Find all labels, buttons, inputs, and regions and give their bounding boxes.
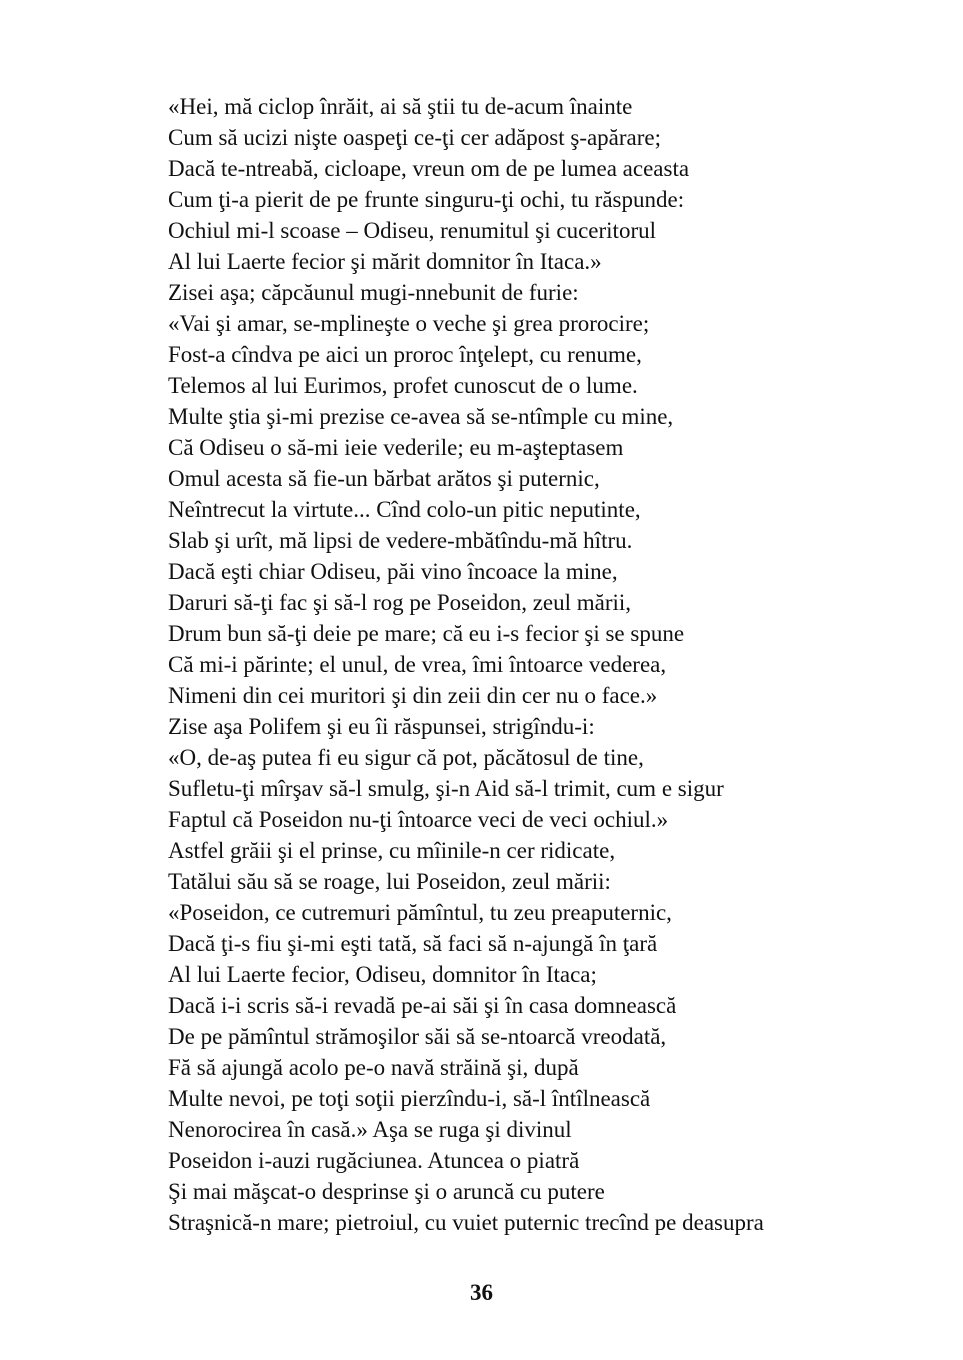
verse-line: Dacă eşti chiar Odiseu, păi vino încoace la mine, [168,559,618,584]
verse-line: Faptul că Poseidon nu-ţi întoarce veci de veci ochiul.» [168,807,669,832]
verse-line: Sufletu-ţi mîrşav să-l smulg, şi-n Aid să-l trimit, cum e sigur [168,776,724,801]
verse-line: De pe pămîntul strămoşilor săi să se-ntoarcă vreodată, [168,1024,667,1049]
verse-line: Al lui Laerte fecior şi mărit domnitor în Itaca.» [168,249,602,274]
poem-text [168,91,928,1238]
verse-line: Că Odiseu o să-mi ieie vederile; eu m-aşteptasem [168,435,624,460]
verse-line: Ochiul mi-l scoase – Odiseu, renumitul şi cuceritorul [168,218,656,243]
verse-line: Dacă i-i scris să-i revadă pe-ai săi şi în casa domnească [168,993,677,1018]
verse-line: Zisei aşa; căpcăunul mugi-nnebunit de furie: [168,280,579,305]
verse-line: «Hei, mă ciclop înrăit, ai să ştii tu de-acum înainte [168,94,633,119]
verse-line: Cum să ucizi nişte oaspeţi ce-ţi cer adăpost ş-apărare; [168,125,662,150]
verse-line: «O, de-aş putea fi eu sigur că pot, păcătosul de tine, [168,745,644,770]
verse-line: Astfel grăii şi el prinse, cu mîinile-n cer ridicate, [168,838,616,863]
verse-line: Şi mai măşcat-o desprinse şi o aruncă cu putere [168,1179,605,1204]
verse-line: Tatălui său să se roage, lui Poseidon, zeul mării: [168,869,611,894]
verse-line: Fost-a cîndva pe aici un proroc înţelept, cu renume, [168,342,642,367]
verse-line: Nenorocirea în casă.» Aşa se ruga şi divinul [168,1117,572,1142]
verse-line: Al lui Laerte fecior, Odiseu, domnitor în Itaca; [168,962,597,987]
verse-line: Omul acesta să fie-un bărbat arătos şi puternic, [168,466,600,491]
verse-line: Poseidon i-auzi rugăciunea. Atuncea o piatră [168,1148,580,1173]
verse-line: Slab şi urît, mă lipsi de vedere-mbătîndu-mă hîtru. [168,528,633,553]
page-number: 36 [470,1280,493,1305]
verse-line: «Vai şi amar, se-mplineşte o veche şi grea prorocire; [168,311,650,336]
verse-line: Dacă te-ntreabă, cicloape, vreun om de pe lumea aceasta [168,156,690,181]
verse-line: Că mi-i părinte; el unul, de vrea, îmi întoarce vederea, [168,652,667,677]
verse-line: Drum bun să-ţi deie pe mare; că eu i-s fecior şi se spune [168,621,685,646]
verse-line: «Poseidon, ce cutremuri pămîntul, tu zeu preaputernic, [168,900,672,925]
verse-line: Straşnică-n mare; pietroiul, cu vuiet puternic trecînd pe deasupra [168,1210,764,1235]
verse-line: Multe nevoi, pe toţi soţii pierzîndu-i, să-l întîlnească [168,1086,651,1111]
verse-line: Zise aşa Polifem şi eu îi răspunsei, strigîndu-i: [168,714,595,739]
verse-line: Cum ţi-a pierit de pe frunte singuru-ţi ochi, tu răspunde: [168,187,685,212]
verse-line: Telemos al lui Eurimos, profet cunoscut de o lume. [168,373,638,398]
verse-line: Fă să ajungă acolo pe-o navă străină şi, după [168,1055,579,1080]
verse-line: Multe ştia şi-mi prezise ce-avea să se-ntîmple cu mine, [168,404,674,429]
verse-line: Dacă ţi-s fiu şi-mi eşti tată, să faci să n-ajungă în ţară [168,931,658,956]
verse-line: Nimeni din cei muritori şi din zeii din cer nu o face.» [168,683,658,708]
verse-line: Neîntrecut la virtute... Cînd colo-un pitic neputinte, [168,497,641,522]
verse-line: Daruri să-ţi fac şi să-l rog pe Poseidon, zeul mării, [168,590,632,615]
